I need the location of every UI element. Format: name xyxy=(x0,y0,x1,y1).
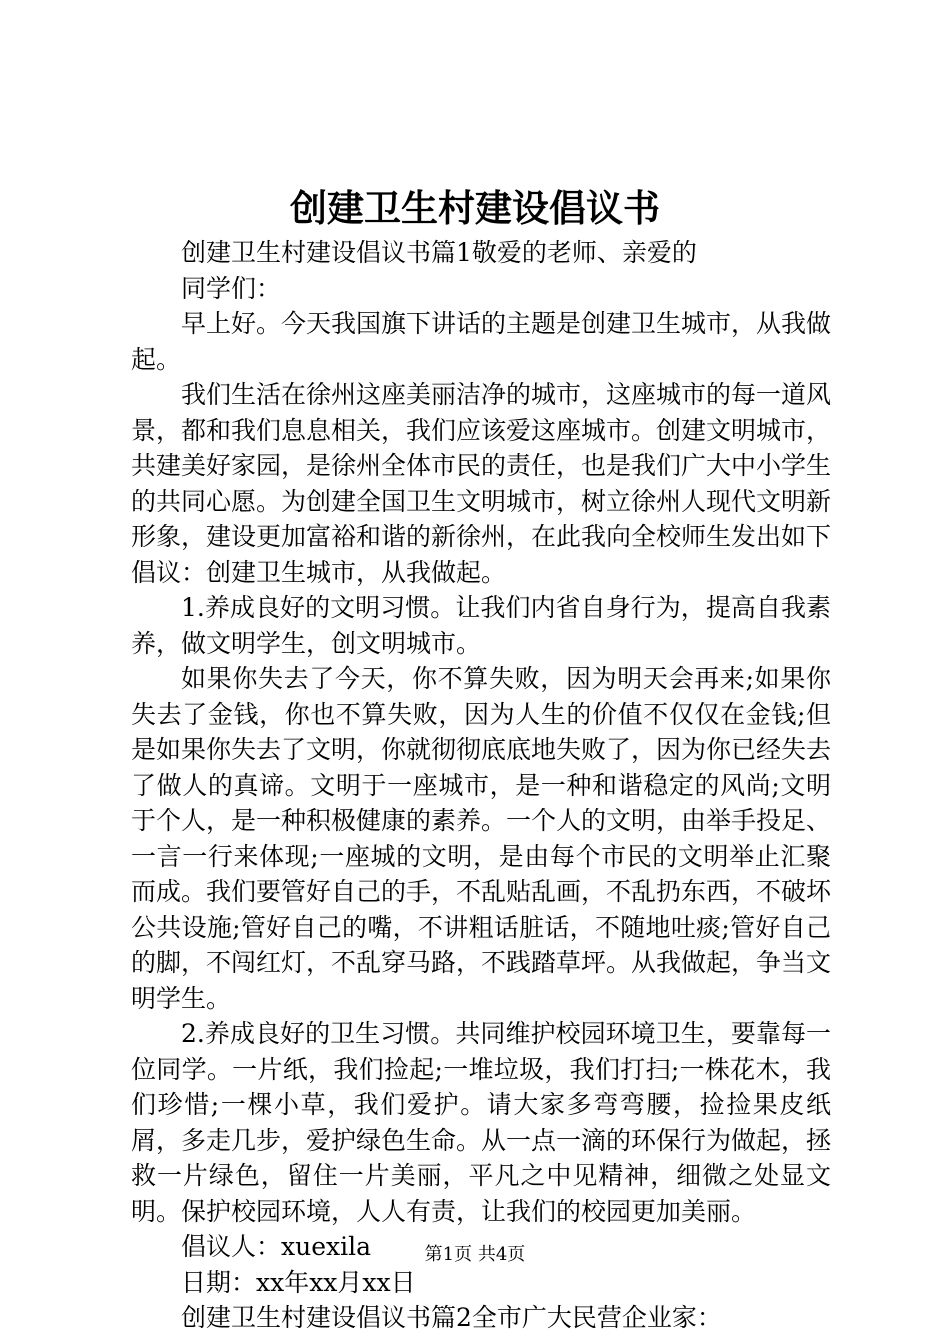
paragraph-city: 我们生活在徐州这座美丽洁净的城市，这座城市的每一道风景，都和我们息息相关，我们应该爱这座城市。创建文明城市，共建美好家园，是徐州全体市民的责任，也是我们广大中小学生的共同心愿。为创建全国卫生文明城市，树立徐州人现代文明新形象，建设更加富裕和谐的新徐州，在此我向全校师生发出如下倡议：创建卫生城市，从我做起。 xyxy=(131,380,832,587)
paragraph-salutation: 同学们： xyxy=(181,273,282,303)
paragraph-greeting: 早上好。今天我国旗下讲话的主题是创建卫生城市，从我做起。 xyxy=(131,309,832,374)
paragraph-part-2: 创建卫生村建设倡议书篇2全市广大民营企业家： xyxy=(181,1303,722,1332)
document-body xyxy=(131,235,831,1336)
paragraph-intro: 创建卫生村建设倡议书篇1敬爱的老师、亲爱的 xyxy=(181,238,697,267)
paragraph-date: 日期：xx年xx月xx日 xyxy=(181,1267,416,1297)
paragraph-signatory: 倡议人：xuexila xyxy=(181,1232,371,1261)
paragraph-point-1: 1.养成良好的文明习惯。让我们内省自身行为，提高自我素养，做文明学生，创文明城市。 xyxy=(131,593,831,658)
page-footer: 第1页 共4页 xyxy=(424,1244,526,1265)
document-title: 创建卫生村建设倡议书 xyxy=(290,186,660,230)
paragraph-point-2: 2.养成良好的卫生习惯。共同维护校园环境卫生，要靠每一位同学。一片纸，我们捡起;一堆垃圾，我们打扫;一株花木，我们珍惜;一棵小草，我们爱护。请大家多弯弯腰，捡捡果皮纸屑，多走几步，爱护绿色生命。从一点一滴的环保行为做起，拯救一片绿色，留住一片美丽，平凡之中见精神，细微之处显文明。保护校园环境，人人有责，让我们的校园更加美丽。 xyxy=(131,1019,832,1226)
paragraph-civility: 如果你失去了今天，你不算失败，因为明天会再来;如果你失去了金钱，你也不算失败，因为人生的价值不仅仅在金钱;但是如果你失去了文明，你就彻彻底底地失败了，因为你已经失去了做人的真谛。文明于一座城市，是一种和谐稳定的风尚;文明于个人，是一种积极健康的素养。一个人的文明，由举手投足、一言一行来体现;一座城的文明，是由每个市民的文明举止汇聚而成。我们要管好自己的手，不乱贴乱画，不乱扔东西，不破坏公共设施;管好自己的嘴，不讲粗话脏话，不随地吐痰;管好自己的脚，不闯红灯，不乱穿马路，不践踏草坪。从我做起，争当文明学生。 xyxy=(131,664,832,1013)
